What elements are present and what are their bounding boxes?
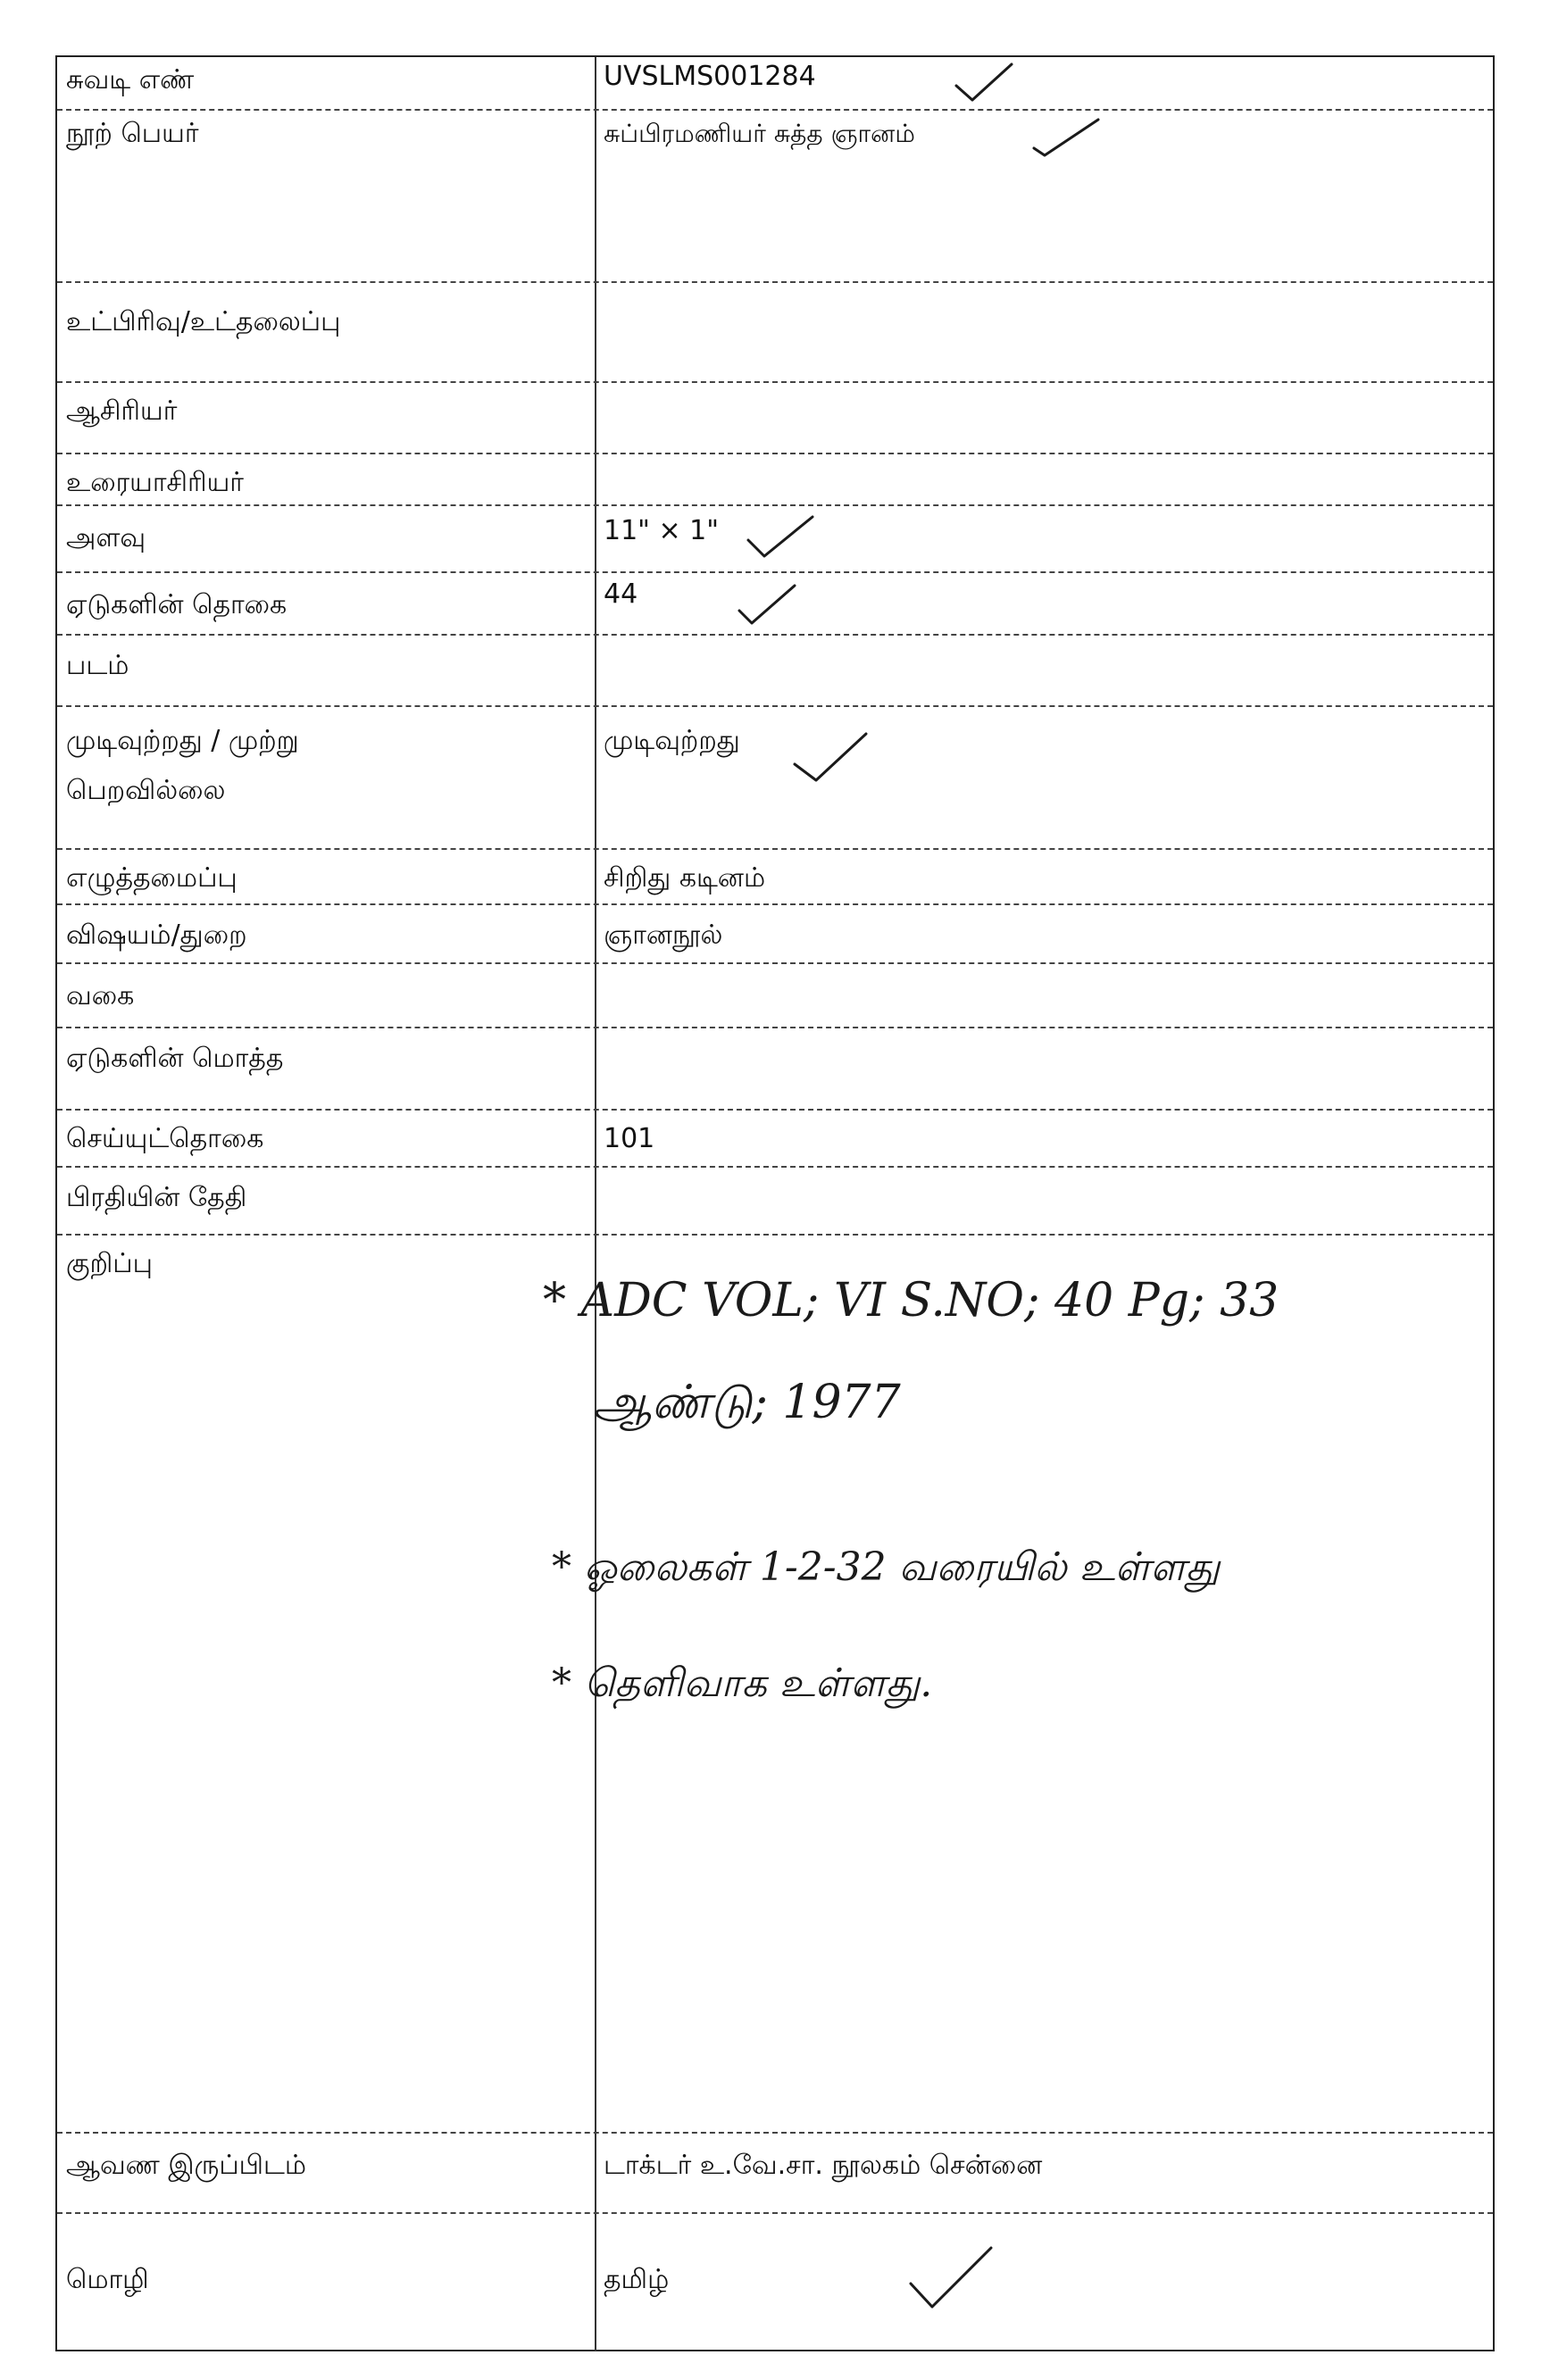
value-commentator [595,454,1488,504]
checkmark-icon [1030,116,1102,161]
label-picture: படம் [66,650,129,681]
checkmark-icon [905,2241,995,2312]
label-manuscript-number: சுவடி எண் [66,64,195,96]
catalog-record-sheet [55,55,1495,2351]
value-language [595,2214,1488,2351]
checkmark-icon [736,578,798,628]
row-commentator [57,454,1493,506]
label-language: மொழி [66,2264,149,2295]
manuscript-number-text: UVSLMS001284 [604,61,816,92]
value-type [595,964,1488,1027]
value-picture [595,636,1488,705]
label-completion-line2: பெறவில்லை [66,774,226,806]
row-type [57,964,1493,1028]
value-author [595,383,1488,453]
value-copy-date [595,1168,1488,1234]
value-subtitle [595,283,1488,381]
row-size [57,506,1493,573]
label-subject: விஷயம்/துறை [66,920,247,951]
row-repository [57,2134,1493,2214]
label-commentator: உரையாசிரியர் [66,467,244,498]
row-completion [57,707,1493,850]
row-book-title [57,111,1493,283]
language-text: தமிழ் [604,2264,670,2295]
row-picture [57,636,1493,707]
label-notes: குறிப்பு [66,1248,153,1279]
value-completion [595,707,1488,848]
row-author [57,383,1493,454]
value-size [595,506,1488,571]
note-year: ஆண்டு; 1977 [593,1376,901,1429]
label-script: எழுத்தமைப்பு [66,862,238,894]
value-script: சிறிது கடினம் [595,850,1488,903]
completion-text: முடிவுற்றது [604,725,740,756]
leaf-count-text: 44 [604,578,638,610]
value-notes [543,1236,1488,2132]
row-copy-date [57,1168,1493,1236]
note-catalog-reference: * ADC VOL; VI S.NO; 40 Pg; 33 [543,1274,1279,1327]
label-completion [66,707,593,848]
label-subtitle: உட்பிரிவு/உட்தலைப்பு [66,306,341,337]
row-verse-count [57,1111,1493,1168]
label-completion-line1: முடிவுற்றது / முற்று [66,725,299,756]
value-total-leaves [595,1028,1488,1109]
checkmark-icon [953,59,1015,104]
label-leaf-count: ஏடுகளின் தொகை [66,589,288,620]
value-manuscript-number [595,57,1488,109]
value-verse-count: 101 [595,1111,1488,1166]
row-subtitle [57,283,1493,383]
value-subject: ஞானநூல் [595,905,1488,962]
row-script [57,850,1493,905]
row-leaf-count [57,573,1493,636]
row-total-leaves [57,1028,1493,1111]
value-leaf-count [595,573,1488,634]
row-manuscript-number [57,57,1493,111]
checkmark-icon [745,512,816,561]
row-notes [57,1236,1493,2134]
label-type: வகை [66,980,135,1011]
checkmark-icon [789,725,870,787]
note-legibility: * தெளிவாக உள்ளது. [552,1660,933,1706]
row-language [57,2214,1493,2351]
note-leaves: * ஓலைகள் 1-2-32 வரையில் உள்ளது [552,1544,1221,1590]
size-text: 11" × 1" [604,515,720,546]
label-author: ஆசிரியர் [66,395,178,427]
label-copy-date: பிரதியின் தேதி [66,1182,247,1213]
row-subject [57,905,1493,964]
label-total-leaves: ஏடுகளின் மொத்த [66,1043,284,1074]
label-verse-count: செய்யுட்தொகை [66,1123,264,1154]
value-repository: டாக்டர் உ.வே.சா. நூலகம் சென்னை [595,2134,1488,2212]
book-title-text: சுப்பிரமணியர் சுத்த ஞானம் [604,119,915,148]
label-size: அளவு [66,522,146,553]
label-book-title: நூற் பெயர் [66,118,199,149]
label-repository: ஆவண இருப்பிடம் [66,2150,307,2181]
